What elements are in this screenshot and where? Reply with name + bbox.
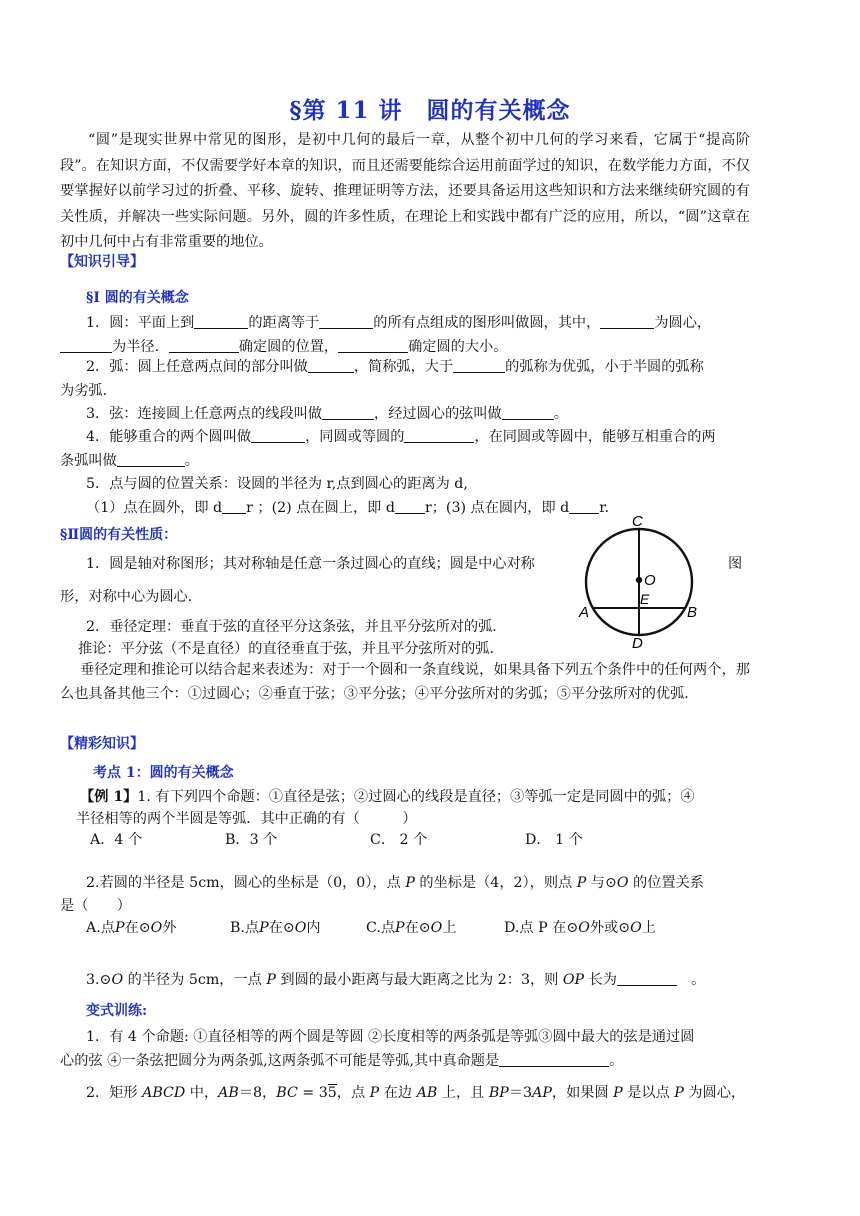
answer-blank[interactable] — [395, 498, 425, 514]
option-a[interactable]: A．4 个 — [90, 832, 143, 848]
example-1-line-1: 【例 1】1. 有下列四个命题：①直径是弦；②过圆心的线段是直径；③等弧一定是同圆中的弧；④ — [80, 789, 695, 805]
variant-1-line-2: 心的弦 ④一条弦把圆分为两条弧,这两条弧不可能是等弧,其中真命题是 。 — [60, 1053, 624, 1069]
circle-figure — [562, 512, 722, 652]
knowledge-item-5-cont: （1）点在圆外，即 d r ；(2) 点在圆上，即 d r；(3) 点在圆内，即 d r. — [86, 500, 609, 516]
example-1-options — [90, 829, 583, 851]
option-c[interactable]: C.点P在⊙O上 — [366, 920, 457, 936]
option-b[interactable]: B．3 个 — [225, 832, 278, 848]
variant-training-heading: 变式训练: — [86, 1003, 148, 1019]
knowledge-item-2: 2．弧：圆上任意两点间的部分叫做 ，简称弧，大于 的弧称为优弧，小于半圆的弧称 — [86, 359, 704, 375]
option-b[interactable]: B.点P在⊙O内 — [230, 920, 321, 936]
property-1-end: 图 — [728, 556, 743, 572]
variant-1-line-1: 1．有 4 个命题: ①直径相等的两个圆是等圆 ②长度相等的两条弧是等弧③圆中最大的弦是通过圆 — [86, 1029, 695, 1045]
answer-blank[interactable] — [600, 313, 654, 329]
answer-blank[interactable] — [169, 337, 239, 353]
label-c: C — [632, 513, 643, 530]
section-wonderful-heading: 【精彩知识】 — [60, 736, 144, 752]
knowledge-item-1: 1．圆：平面上到 的距离等于 的所有点组成的图形叫做圆，其中， 为圆心， — [86, 315, 712, 331]
question-2-line-2: 是（ ） — [60, 898, 131, 914]
label-a: A — [579, 604, 590, 621]
option-d[interactable]: D． 1 个 — [525, 832, 583, 848]
question-3: 3.⊙O 的半径为 5cm，一点 P 到圆的最小距离与最大距离之比为 2：3，则 OP 长为 。 — [86, 972, 706, 988]
knowledge-item-2-cont: 为劣弧． — [60, 383, 117, 399]
answer-blank[interactable] — [453, 357, 505, 373]
example-1-line-2: 半径相等的两个半圆是等弧．其中正确的有（ ） — [76, 811, 417, 827]
variant-2-line-1: 2．矩形 ABCD 中，AB＝8，BC = 35，点 P 在边 AB 上，且 BP＝3AP，如果圆 P 是以点 P 为圆心， — [86, 1085, 746, 1101]
property-1: 1．圆是轴对称图形；其对称轴是任意一条过圆心的直线；圆是中心对称 — [86, 556, 535, 572]
answer-blank[interactable] — [322, 404, 374, 420]
answer-blank[interactable] — [194, 313, 248, 329]
knowledge-item-4-cont: 条弧叫做 。 — [60, 453, 199, 469]
kaodian-1-heading: 考点 1：圆的有关概念 — [93, 765, 234, 781]
option-d[interactable]: D.点 P 在⊙O外或⊙O上 — [504, 920, 656, 936]
subsection-concepts-heading: §Ⅰ 圆的有关概念 — [86, 290, 189, 306]
option-c[interactable]: C． 2 个 — [370, 832, 428, 848]
label-d: D — [632, 635, 643, 652]
answer-blank[interactable] — [319, 313, 373, 329]
answer-blank[interactable] — [251, 427, 305, 443]
answer-blank[interactable] — [117, 451, 185, 467]
label-b: B — [687, 604, 698, 621]
answer-blank[interactable] — [499, 1051, 609, 1067]
knowledge-item-1-cont: 为半径． 确定圆的位置， 确定圆的大小。 — [60, 336, 507, 358]
knowledge-item-3: 3．弦：连接圆上任意两点的线段叫做 ，经过圆心的弦叫做 。 — [86, 406, 568, 422]
property-1-cont: 形，对称中心为圆心． — [60, 589, 202, 605]
answer-blank[interactable] — [338, 337, 408, 353]
answer-blank[interactable] — [60, 337, 112, 353]
option-a[interactable]: A.点P在⊙O外 — [86, 920, 177, 936]
knowledge-item-4: 4．能够重合的两个圆叫做 ，同圆或等圆的 ，在同圆或等圆中，能够互相重合的两 — [86, 429, 716, 445]
center-point — [636, 577, 642, 583]
label-e: E — [640, 591, 650, 607]
answer-blank[interactable] — [404, 427, 474, 443]
answer-blank[interactable] — [222, 498, 246, 514]
subsection-properties-heading: §Ⅱ圆的有关性质： — [60, 527, 178, 543]
section-knowledge-heading: 【知识引导】 — [60, 254, 144, 270]
property-3: 推论：平分弦（不是直径）的直径垂直于弦，并且平分弦所对的弧． — [78, 641, 504, 657]
sqrt-radicand: 5 — [327, 1085, 337, 1101]
page-title: §第 11 讲 圆的有关概念 — [289, 97, 571, 124]
question-2-options — [86, 917, 656, 939]
property-2: 2．垂径定理：垂直于弦的直径平分这条弦，并且平分弦所对的弧． — [86, 619, 507, 635]
property-4: 垂径定理和推论可以结合起来表述为：对于一个圆和一条直线说，如果具备下列五个条件中的任何两个，那么也具备其他三个：①过圆心；②垂直于弦；③平分弦；④平分弦所对的劣弧；⑤平分弦所对的优弧． — [60, 662, 750, 702]
intro-paragraph: “圆”是现实世界中常见的图形，是初中几何的最后一章，从整个初中几何的学习来看，它属于“提高阶段”。在知识方面，不仅需要学好本章的知识，而且还需要能综合运用前面学过的知识，在数学能力方面，不仅要掌握好以前学习过的折叠、平移、旋转、推理证明等方法，还要具备运用这些知识和方法来继续研究圆的有关性质，并解决一些实际问题。另外，圆的许多性质，在理论上和实践中都有广泛的应用，所以，“圆”这章在初中几何中占有非常重要的地位。 — [60, 132, 750, 250]
answer-blank[interactable] — [308, 357, 354, 373]
answer-blank[interactable] — [617, 970, 677, 986]
question-2-line-1: 2.若圆的半径是 5cm，圆心的坐标是（0，0），点 P 的坐标是（4，2），则点 P 与⊙O 的位置关系 — [86, 875, 704, 891]
label-o: O — [644, 572, 656, 589]
answer-blank[interactable] — [502, 404, 554, 420]
knowledge-item-5: 5．点与圆的位置关系：设圆的半径为 r,点到圆心的距离为 d, — [86, 476, 468, 492]
